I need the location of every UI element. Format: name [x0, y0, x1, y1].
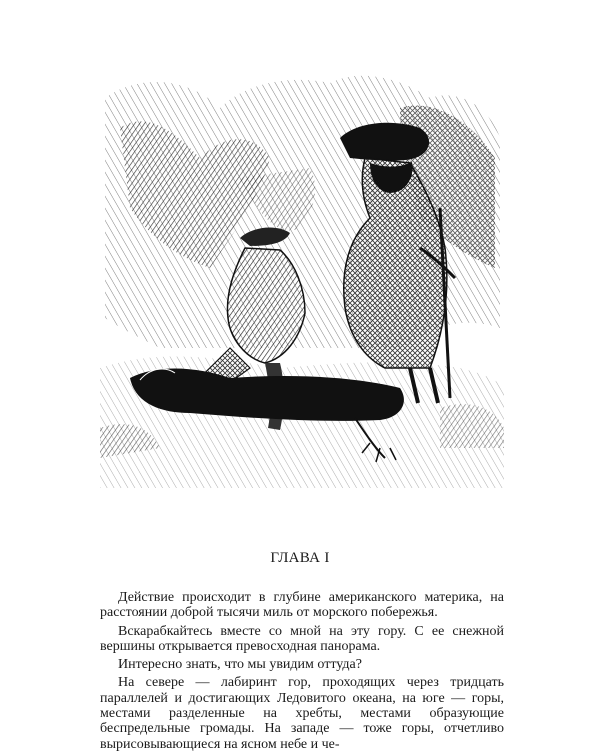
paragraph: Действие происходит в глубине американского материка, на расстоянии доброй тысячи миль от морского побережья.: [100, 590, 504, 621]
paragraph: Вскарабкайтесь вместе со мной на эту гору. С ее снежной вершины открывается превосходная панорама.: [100, 623, 504, 654]
paragraph: Интересно знать, что мы увидим оттуда?: [118, 657, 362, 673]
chapter-title: ГЛАВА I: [270, 550, 330, 566]
paragraph: На севере — лабиринт гор, проходящих через тридцать параллелей и достигающих Ледовитого океана, на юге — горы, местами разделенные на хребты, местами образующие беспредельные громады. На западе — тоже горы, отчетливо вырисовывающиеся на ясном небе и че-: [100, 675, 504, 752]
engraving-illustration: [100, 68, 504, 488]
chapter-text: [100, 590, 504, 752]
